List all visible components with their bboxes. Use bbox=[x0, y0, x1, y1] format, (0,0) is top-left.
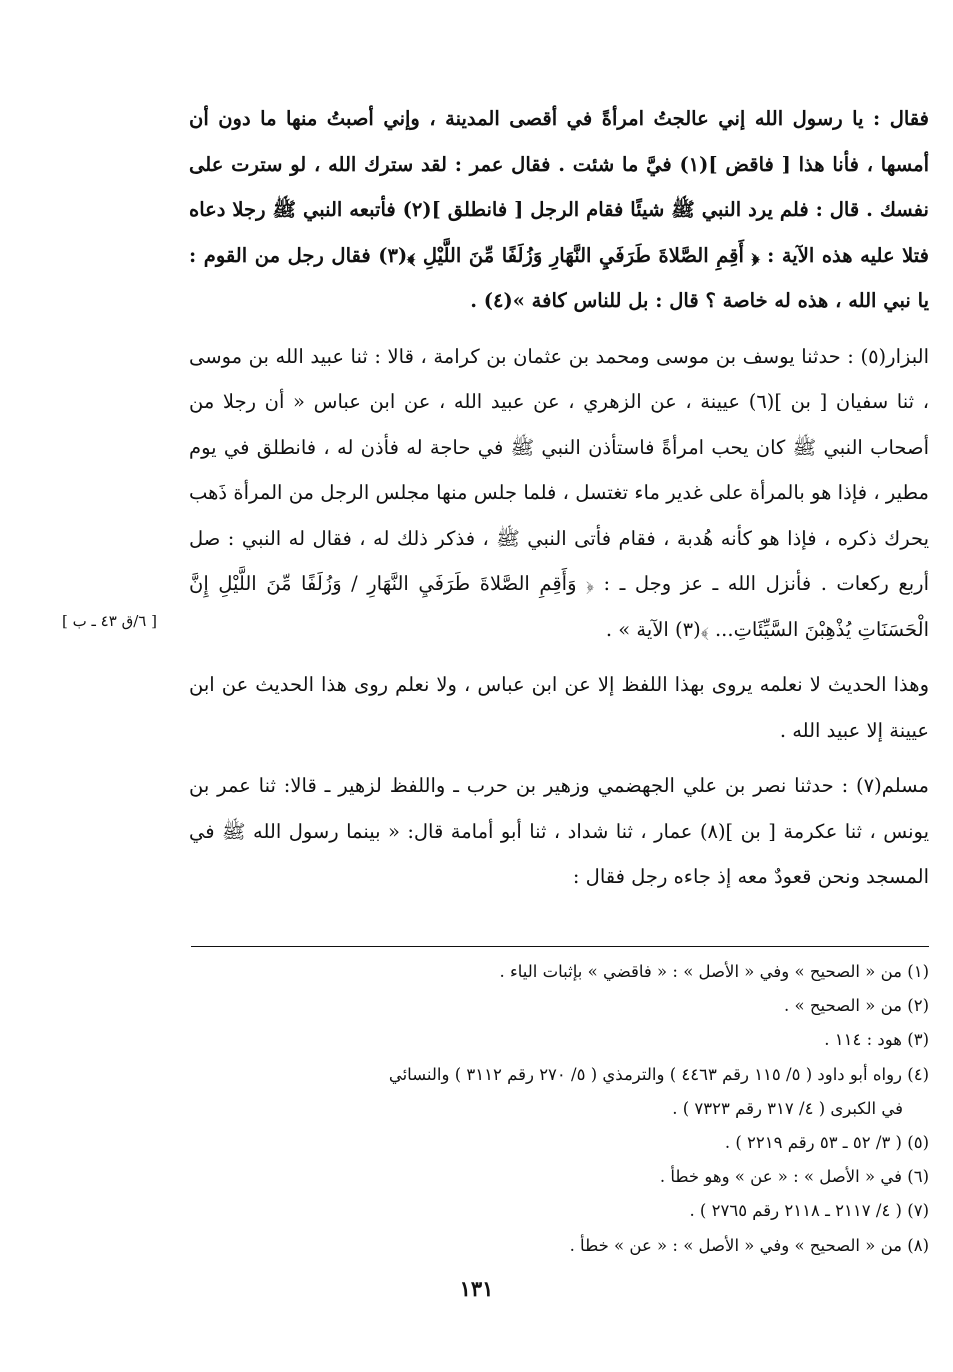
manuscript-folio-note: [ ٦/ق ٤٣ ـ ب ] bbox=[62, 612, 157, 630]
footnotes bbox=[189, 955, 929, 1263]
main-text bbox=[189, 96, 929, 910]
footnote: (١) من « الصحيح » وفي « الأصل » : « فاقضي » بإثبات الياء . bbox=[499, 962, 929, 981]
footnote: (٣) هود : ١١٤ . bbox=[824, 1030, 929, 1050]
footnote: (٥) ( ٣/ ٥٢ ـ ٥٣ رقم ٢٢١٩ ) . bbox=[724, 1133, 929, 1153]
footnote: (٨) من « الصحيح » وفي « الأصل » : « عن » خطأ . bbox=[569, 1235, 929, 1255]
footnote: (٧) ( ٤/ ٢١١٧ ـ ٢١١٨ رقم ٢٧٦٥ ) . bbox=[689, 1201, 929, 1221]
paragraph-muslim: مسلم(٧) : حدثنا نصر بن علي الجهضمي وزهير بن حرب ـ واللفظ لزهير ـ قالا: ثنا عمر بن يونس ، ثنا عكرمة [ بن ](٨) عمار ، ثنا شداد ، ثنا أبو أمامة قال: « بينما رسول الله ﷺ في المسجد ونحن قعودٌ معه إذ جاءه رجل فقال : bbox=[189, 774, 930, 888]
footnote: (٦) في « الأصل » : « عن » وهو خطأ . bbox=[659, 1167, 929, 1187]
paragraph-hadith-continuation: فقال : يا رسول الله إني عالجتُ امرأةً في أقصى المدينة ، وإني أصبتُ منها ما دون أن أمسها ، فأنا هذا [ فاقض ](١) فيَّ ما شئت . فقال عمر : لقد سترك الله ، لو سترت على نفسك . قال : فلم يرد النبي ﷺ شيئًا فقام الرجل [ فانطلق ](٢) فأتبعه النبي ﷺ رجلا دعاه فتلا عليه هذه الآية : ﴿ أَقِمِ الصَّلاةَ طَرَفَيِ النَّهَارِ وَزُلَفًا مِّنَ اللَّيْلِ ﴾(٣) فقال رجل من القوم : يا نبي الله ، هذه له خاصة ؟ قال : بل للناس كافة »(٤) . bbox=[189, 107, 930, 312]
page-number: ١٣١ bbox=[459, 1276, 494, 1301]
footnote: (٢) من « الصحيح » . bbox=[783, 996, 929, 1016]
paragraph-commentary: وهذا الحديث لا نعلمه يروى بهذا اللفظ إلا عن ابن عباس ، ولا نعلم روى هذا الحديث عن ابن عيينة إلا عبيد الله . bbox=[189, 673, 929, 742]
footnote-continuation: في الكبرى ( ٤/ ٣١٧ رقم ٧٣٢٣ ) . bbox=[672, 1098, 903, 1118]
footnote: (٤) رواه أبو داود ( ٥/ ١١٥ رقم ٤٤٦٣ ) والترمذي ( ٥/ ٢٧٠ رقم ٣١١٢ ) والنسائي bbox=[388, 1064, 929, 1084]
paragraph-bazzar: البزار(٥) : حدثنا يوسف بن موسى ومحمد بن عثمان بن كرامة ، قالا : ثنا عبيد الله بن موسى ، ثنا سفيان [ بن ](٦) عيينة ، عن الزهري ، عن عبيد الله ، عن ابن عباس « أن رجلا من أصحاب النبي ﷺ كان يحب امرأةً فاستأذن النبي ﷺ في حاجة له فأذن له ، فانطلق في يوم مطير ، فإذا هو بالمرأة على غدير ماء تغتسل ، فلما جلس منها مجلس الرجل من المرأة ذَهب يحرك ذكره ، فإذا هو كأنه هُدبة ، فقام فأتى النبي ﷺ ، فذكر ذلك له ، فقال له النبي : صل أربع ركعات . فأنزل الله ـ عز وجل ـ : ﴿ وَأَقِمِ الصَّلاةَ طَرَفَيِ النَّهَارِ / وَزُلَفًا مِّنَ اللَّيْلِ إِنَّ الْحَسَنَاتِ يُذْهِبْنَ السَّيِّئَاتِ... ﴾(٣) الآية » . bbox=[189, 344, 930, 641]
footnote-divider bbox=[191, 946, 929, 947]
